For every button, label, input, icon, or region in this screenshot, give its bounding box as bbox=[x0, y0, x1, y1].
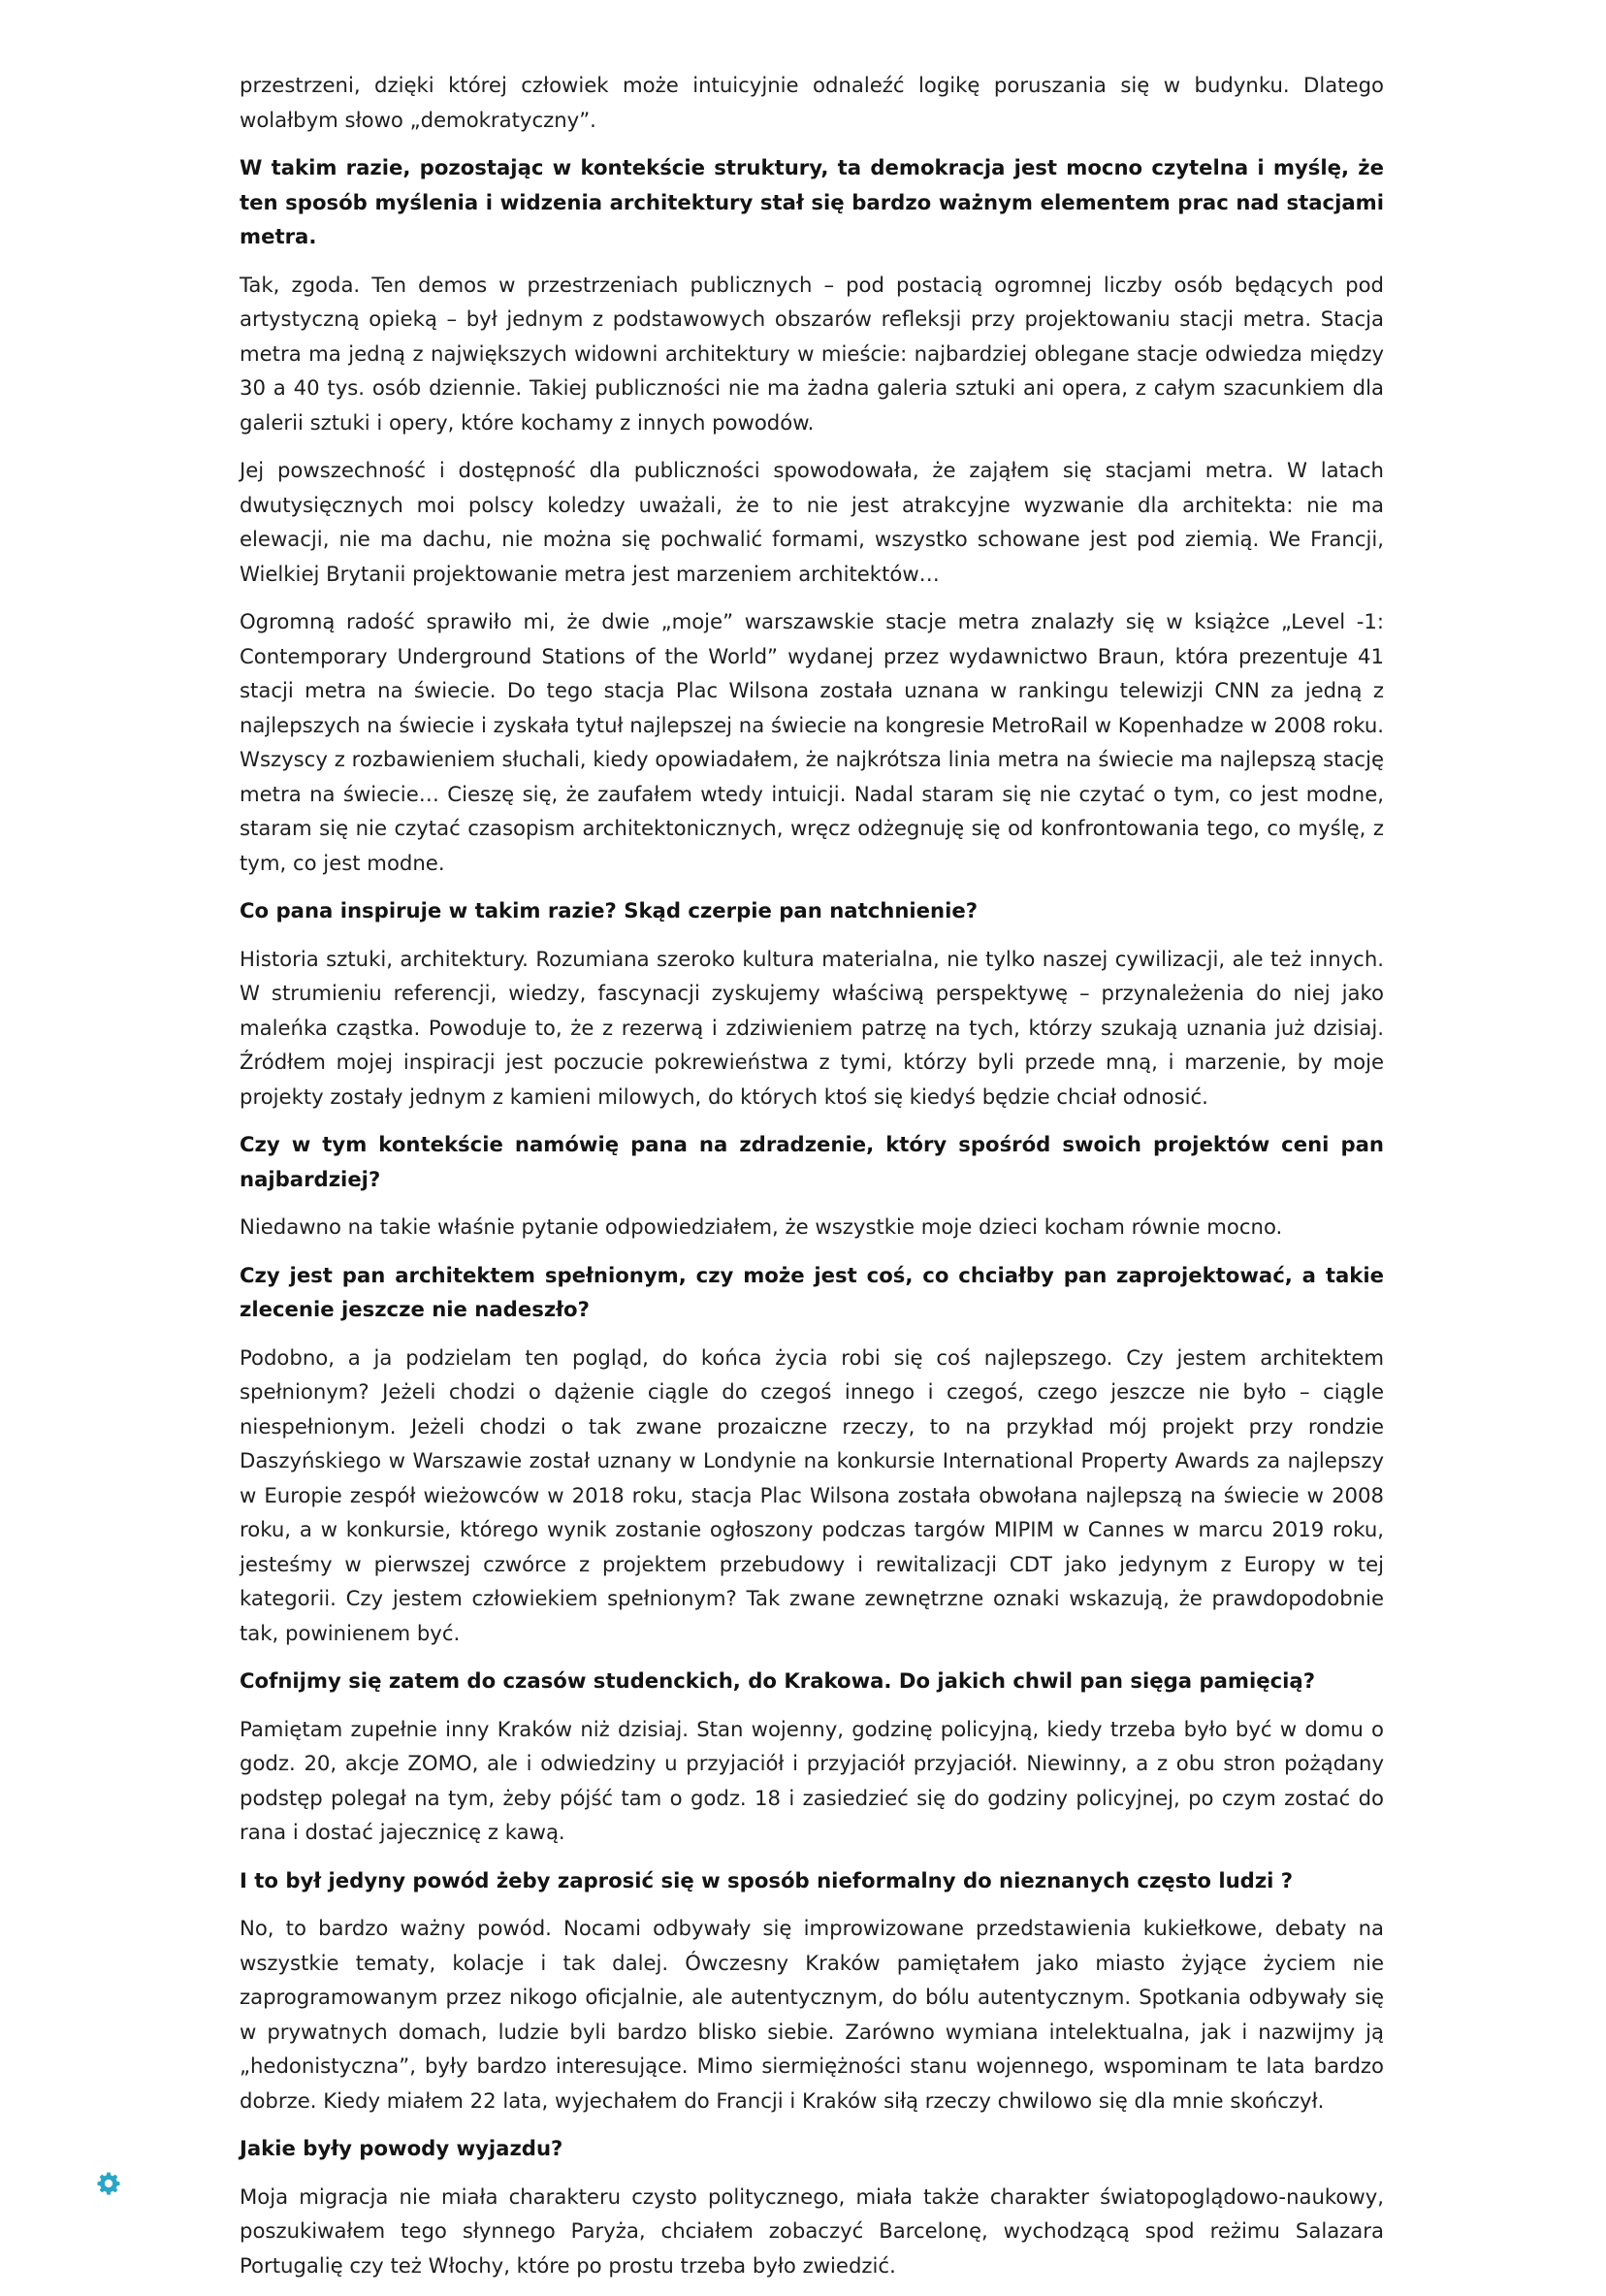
answer-paragraph: Pamiętam zupełnie inny Kraków niż dzisiaj. Stan wojenny, godzinę policyjną, kiedy trzeba było być w domu o godz. 20, akcje ZOMO, ale i odwiedziny u przyjaciół i przyjaciół przyjaciół. Niewinny, a z obu stron pożądany podstęp polegał na tym, żeby pójść tam o godz. 18 i zasiedzieć się do godziny policyjnej, po czym zostać do rana i dostać jajecznicę z kawą. bbox=[240, 1716, 1384, 1844]
question-paragraph: Czy w tym kontekście namówię pana na zdradzenie, który spośród swoich projektów ceni pan najbardziej? bbox=[240, 1132, 1384, 1191]
question-paragraph: Czy jest pan architektem spełnionym, czy może jest coś, co chciałby pan zaprojektować, a takie zlecenie jeszcze nie nadeszło? bbox=[240, 1262, 1384, 1321]
question-paragraph: Cofnijmy się zatem do czasów studenckich, do Krakowa. Do jakich chwil pan sięga pamięcią? bbox=[240, 1668, 1316, 1693]
question-paragraph: W takim razie, pozostając w kontekście struktury, ta demokracja jest mocno czytelna i myślę, że ten sposób myślenia i widzenia architektury stał się bardzo ważnym elementem prac nad stacjami metra. bbox=[240, 155, 1384, 248]
interview-text bbox=[240, 68, 1384, 2296]
gear-icon[interactable] bbox=[96, 2171, 121, 2196]
answer-paragraph: Historia sztuki, architektury. Rozumiana szeroko kultura materialna, nie tylko naszej cywilizacji, ale też innych. W strumieniu referencji, wiedzy, fascynacji zyskujemy właściwą perspektywę – przynależenia do niej jako maleńka cząstka. Powoduje to, że z rezerwą i zdziwieniem patrzę na tych, którzy szukają uznania już dzisiaj. Źródłem mojej inspiracji jest poczucie pokrewieństwa z tymi, którzy byli przede mną, i marzenie, by moje projekty zostały jednym z kamieni milowych, do których ktoś się kiedyś będzie chciał odnosić. bbox=[240, 946, 1384, 1109]
gear-icon-svg bbox=[96, 2171, 121, 2196]
answer-paragraph: Tak, zgoda. Ten demos w przestrzeniach publicznych – pod postacią ogromnej liczby osób będących pod artystyczną opieką – był jednym z podstawowych obszarów refleksji przy projektowaniu stacji metra. Stacja metra ma jedną z największych widowni architektury w mieście: najbardziej oblegane stacje odwiedza między 30 a 40 tys. osób dziennie. Takiej publiczności nie ma żadna galeria sztuki ani opera, z całym szacunkiem dla galerii sztuki i opery, które kochamy z innych powodów. bbox=[240, 272, 1384, 435]
answer-paragraph: Podobno, a ja podzielam ten pogląd, do końca życia robi się coś najlepszego. Czy jestem architektem spełnionym? Jeżeli chodzi o dążenie ciągle do czegoś innego i czegoś, czego jeszcze nie było – ciągle niespełnionym. Jeżeli chodzi o tak zwane prozaiczne rzeczy, to na przykład mój projekt przy rondzie Daszyńskiego w Warszawie został uznany w Londynie na konkursie International Property Awards za najlepszy w Europie zespół wieżowców w 2018 roku, stacja Plac Wilsona została obwołana najlepszą na świecie w 2008 roku, a w konkursie, którego wynik zostanie ogłoszony podczas targów MIPIM w Cannes w marcu 2019 roku, jesteśmy w pierwszej czwórce z projektem przebudowy i rewitalizacji CDT jako jedynym z Europy w tej kategorii. Czy jestem człowiekiem spełnionym? Tak zwane zewnętrzne oznaki wskazują, że prawdopodobnie tak, powinienem być. bbox=[240, 1344, 1384, 1645]
answer-paragraph: Ogromną radość sprawiło mi, że dwie „moje” warszawskie stacje metra znalazły się w książce „Level -1: Contemporary Underground Stations of the World” wydanej przez wydawnictwo Braun, która prezentuje 41 stacji metra na świecie. Do tego stacja Plac Wilsona została uznana w rankingu telewizji CNN za jedną z najlepszych na świecie i zyskała tytuł najlepszej na świecie na kongresie MetroRail w Kopenhadze w 2008 roku. Wszyscy z rozbawieniem słuchali, kiedy opowiadałem, że najkrótsza linia metra na świecie ma najlepszą stację metra na świecie… Cieszę się, że zaufałem wtedy intuicji. Nadal staram się nie czytać o tym, co jest modne, staram się nie czytać czasopism architektonicznych, wręcz odżegnuję się od konfrontowania tego, co myślę, z tym, co jest modne. bbox=[240, 609, 1384, 875]
answer-paragraph: Moja migracja nie miała charakteru czysto politycznego, miała także charakter światopoglądowo-naukowy, poszukiwałem tego słynnego Paryża, chciałem zobaczyć Barcelonę, wychodzącą spod reżimu Salazara Portugalię czy też Włochy, które po prostu trzeba było zwiedzić. bbox=[240, 2183, 1384, 2278]
answer-paragraph: przestrzeni, dzięki której człowiek może intuicyjnie odnaleźć logikę poruszania się w budynku. Dlatego wolałbym słowo „demokratyczny”. bbox=[240, 73, 1384, 132]
question-paragraph: Jakie były powody wyjazdu? bbox=[240, 2136, 563, 2160]
answer-paragraph: Jej powszechność i dostępność dla publiczności spowodowała, że zająłem się stacjami metra. W latach dwutysięcznych moi polscy koledzy uważali, że to nie jest atrakcyjne wyzwanie dla architekta: nie ma elewacji, nie ma dachu, nie można się pochwalić formami, wszystko schowane jest pod ziemią. We Francji, Wielkiej Brytanii projektowanie metra jest marzeniem architektów… bbox=[240, 458, 1384, 586]
question-paragraph: I to był jedyny powód żeby zaprosić się w sposób nieformalny do nieznanych często ludzi ? bbox=[240, 1867, 1294, 1892]
answer-paragraph: Niedawno na takie właśnie pytanie odpowiedziałem, że wszystkie moje dzieci kocham równie mocno. bbox=[240, 1214, 1283, 1239]
question-paragraph: Co pana inspiruje w takim razie? Skąd czerpie pan natchnienie? bbox=[240, 898, 979, 922]
answer-paragraph: No, to bardzo ważny powód. Nocami odbywały się improwizowane przedstawienia kukiełkowe, debaty na wszystkie tematy, kolacje i tak dalej. Ówczesny Kraków pamiętałem jako miasto żyjące życiem nie zaprogramowanym przez nikogo oficjalnie, ale autentycznym, do bólu autentycznym. Spotkania odbywały się w prywatnych domach, ludzie byli bardzo blisko siebie. Zarówno wymiana intelektualna, jak i nazwijmy ją „hedonistyczna”, były bardzo interesujące. Mimo siermiężności stanu wojennego, wspominam te lata bardzo dobrze. Kiedy miałem 22 lata, wyjechałem do Francji i Kraków siłą rzeczy chwilowo się dla mnie skończył. bbox=[240, 1916, 1384, 2113]
